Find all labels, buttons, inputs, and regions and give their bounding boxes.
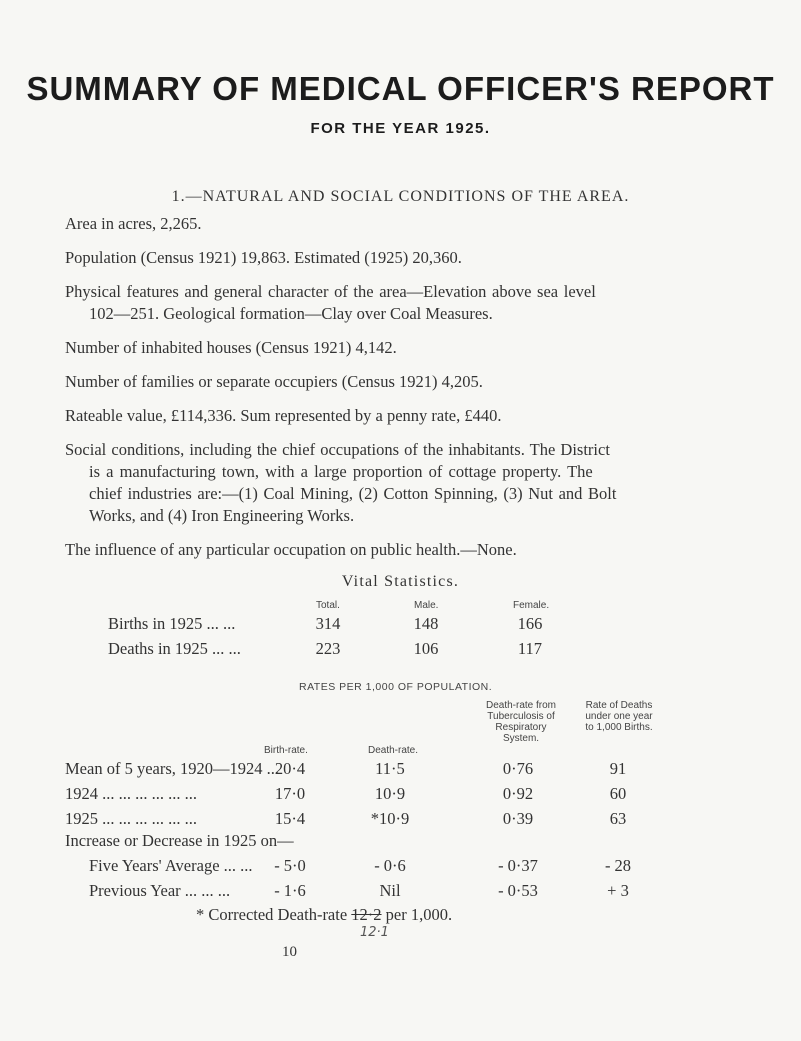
families-text: Number of families or separate occupiers (Census 1921) 4,205. — [65, 372, 483, 391]
handwritten-correction: 12·1 — [360, 925, 389, 940]
rates-row-infant: 91 — [609, 759, 627, 778]
physical-features-text-cont: 102—251. Geological formation—Clay over Coal Measures. — [89, 304, 493, 323]
deaths-label: Deaths in 1925 ... ... — [108, 639, 241, 658]
social-conditions-text-cont-2: chief industries are:—(1) Coal Mining, (2) Cotton Spinning, (3) Nut and Bolt — [89, 484, 617, 503]
births-male: 148 — [413, 614, 439, 633]
deaths-male: 106 — [413, 639, 439, 658]
change-row-infant: - 28 — [604, 856, 632, 875]
births-total: 314 — [315, 614, 341, 633]
change-heading: Increase or Decrease in 1925 on— — [65, 831, 294, 850]
section-heading: 1.—NATURAL AND SOCIAL CONDITIONS OF THE AREA. — [171, 188, 630, 205]
social-conditions-text-cont-3: Works, and (4) Iron Engineering Works. — [89, 506, 355, 525]
rates-row-tb: 0·39 — [502, 809, 534, 828]
change-row-birth: - 5·0 — [274, 856, 306, 875]
col-total: Total. — [316, 600, 340, 611]
report-title: SUMMARY OF MEDICAL OFFICER'S REPORT — [26, 70, 775, 107]
rates-row-death: 10·9 — [374, 784, 406, 803]
social-conditions-text-cont-1: is a manufacturing town, with a large proportion of cottage property. The — [89, 462, 593, 481]
footnote-struck-value: 12·2 — [351, 905, 382, 924]
rates-row-birth: 15·4 — [274, 809, 306, 828]
footnote-prefix: * Corrected Death-rate — [196, 905, 348, 924]
change-row-label: Five Years' Average ... ... — [89, 856, 253, 875]
rates-row-label: 1925 ... ... ... ... ... ... — [65, 809, 197, 828]
rates-row-death: 11·5 — [375, 759, 405, 778]
population-text: Population (Census 1921) 19,863. Estimated (1925) 20,360. — [65, 248, 462, 267]
area-text: Area in acres, 2,265. — [65, 214, 202, 233]
rates-row-label: Mean of 5 years, 1920—1924 ... — [65, 759, 280, 778]
vital-statistics-heading: Vital Statistics. — [341, 573, 460, 590]
change-row-birth: - 1·6 — [274, 881, 306, 900]
rates-row-birth: 20·4 — [274, 759, 306, 778]
deaths-total: 223 — [315, 639, 341, 658]
rates-row-death: *10·9 — [370, 809, 410, 828]
rates-heading: RATES PER 1,000 OF POPULATION. — [299, 681, 493, 693]
footnote-suffix: per 1,000. — [385, 905, 453, 924]
rates-row-infant: 60 — [609, 784, 627, 803]
change-row-infant: + 3 — [607, 881, 629, 900]
physical-features-text: Physical features and general character of the area—Elevation above sea level — [65, 282, 596, 301]
rates-row-tb: 0·76 — [502, 759, 534, 778]
deaths-female: 117 — [517, 639, 543, 658]
col-infant-rate: Rate of Deaths under one year to 1,000 Births. — [585, 700, 653, 733]
col-birth-rate: Birth-rate. — [264, 745, 308, 756]
col-death-rate: Death-rate. — [368, 745, 419, 756]
col-male: Male. — [414, 600, 439, 611]
report-subtitle: FOR THE YEAR 1925. — [310, 120, 491, 137]
births-label: Births in 1925 ... ... — [108, 614, 236, 633]
footnote — [196, 905, 452, 925]
houses-text: Number of inhabited houses (Census 1921) 4,142. — [65, 338, 397, 357]
social-conditions-text: Social conditions, including the chief occupations of the inhabitants. The District — [65, 440, 610, 459]
rates-row-birth: 17·0 — [274, 784, 306, 803]
change-row-death: - 0·6 — [374, 856, 406, 875]
col-tb-rate: Death-rate from Tuberculosis of Respiratory System. — [485, 700, 557, 744]
rates-row-infant: 63 — [609, 809, 627, 828]
change-row-death: Nil — [379, 881, 401, 900]
change-row-tb: - 0·37 — [498, 856, 538, 875]
rates-row-tb: 0·92 — [502, 784, 534, 803]
page-number: 10 — [282, 944, 297, 960]
births-female: 166 — [517, 614, 543, 633]
change-row-label: Previous Year ... ... ... — [89, 881, 231, 900]
change-row-tb: - 0·53 — [498, 881, 538, 900]
col-female: Female. — [513, 600, 550, 611]
occupation-influence-text: The influence of any particular occupation on public health.—None. — [65, 540, 517, 559]
rates-row-label: 1924 ... ... ... ... ... ... — [65, 784, 197, 803]
rateable-value-text: Rateable value, £114,336. Sum represented by a penny rate, £440. — [65, 406, 502, 425]
